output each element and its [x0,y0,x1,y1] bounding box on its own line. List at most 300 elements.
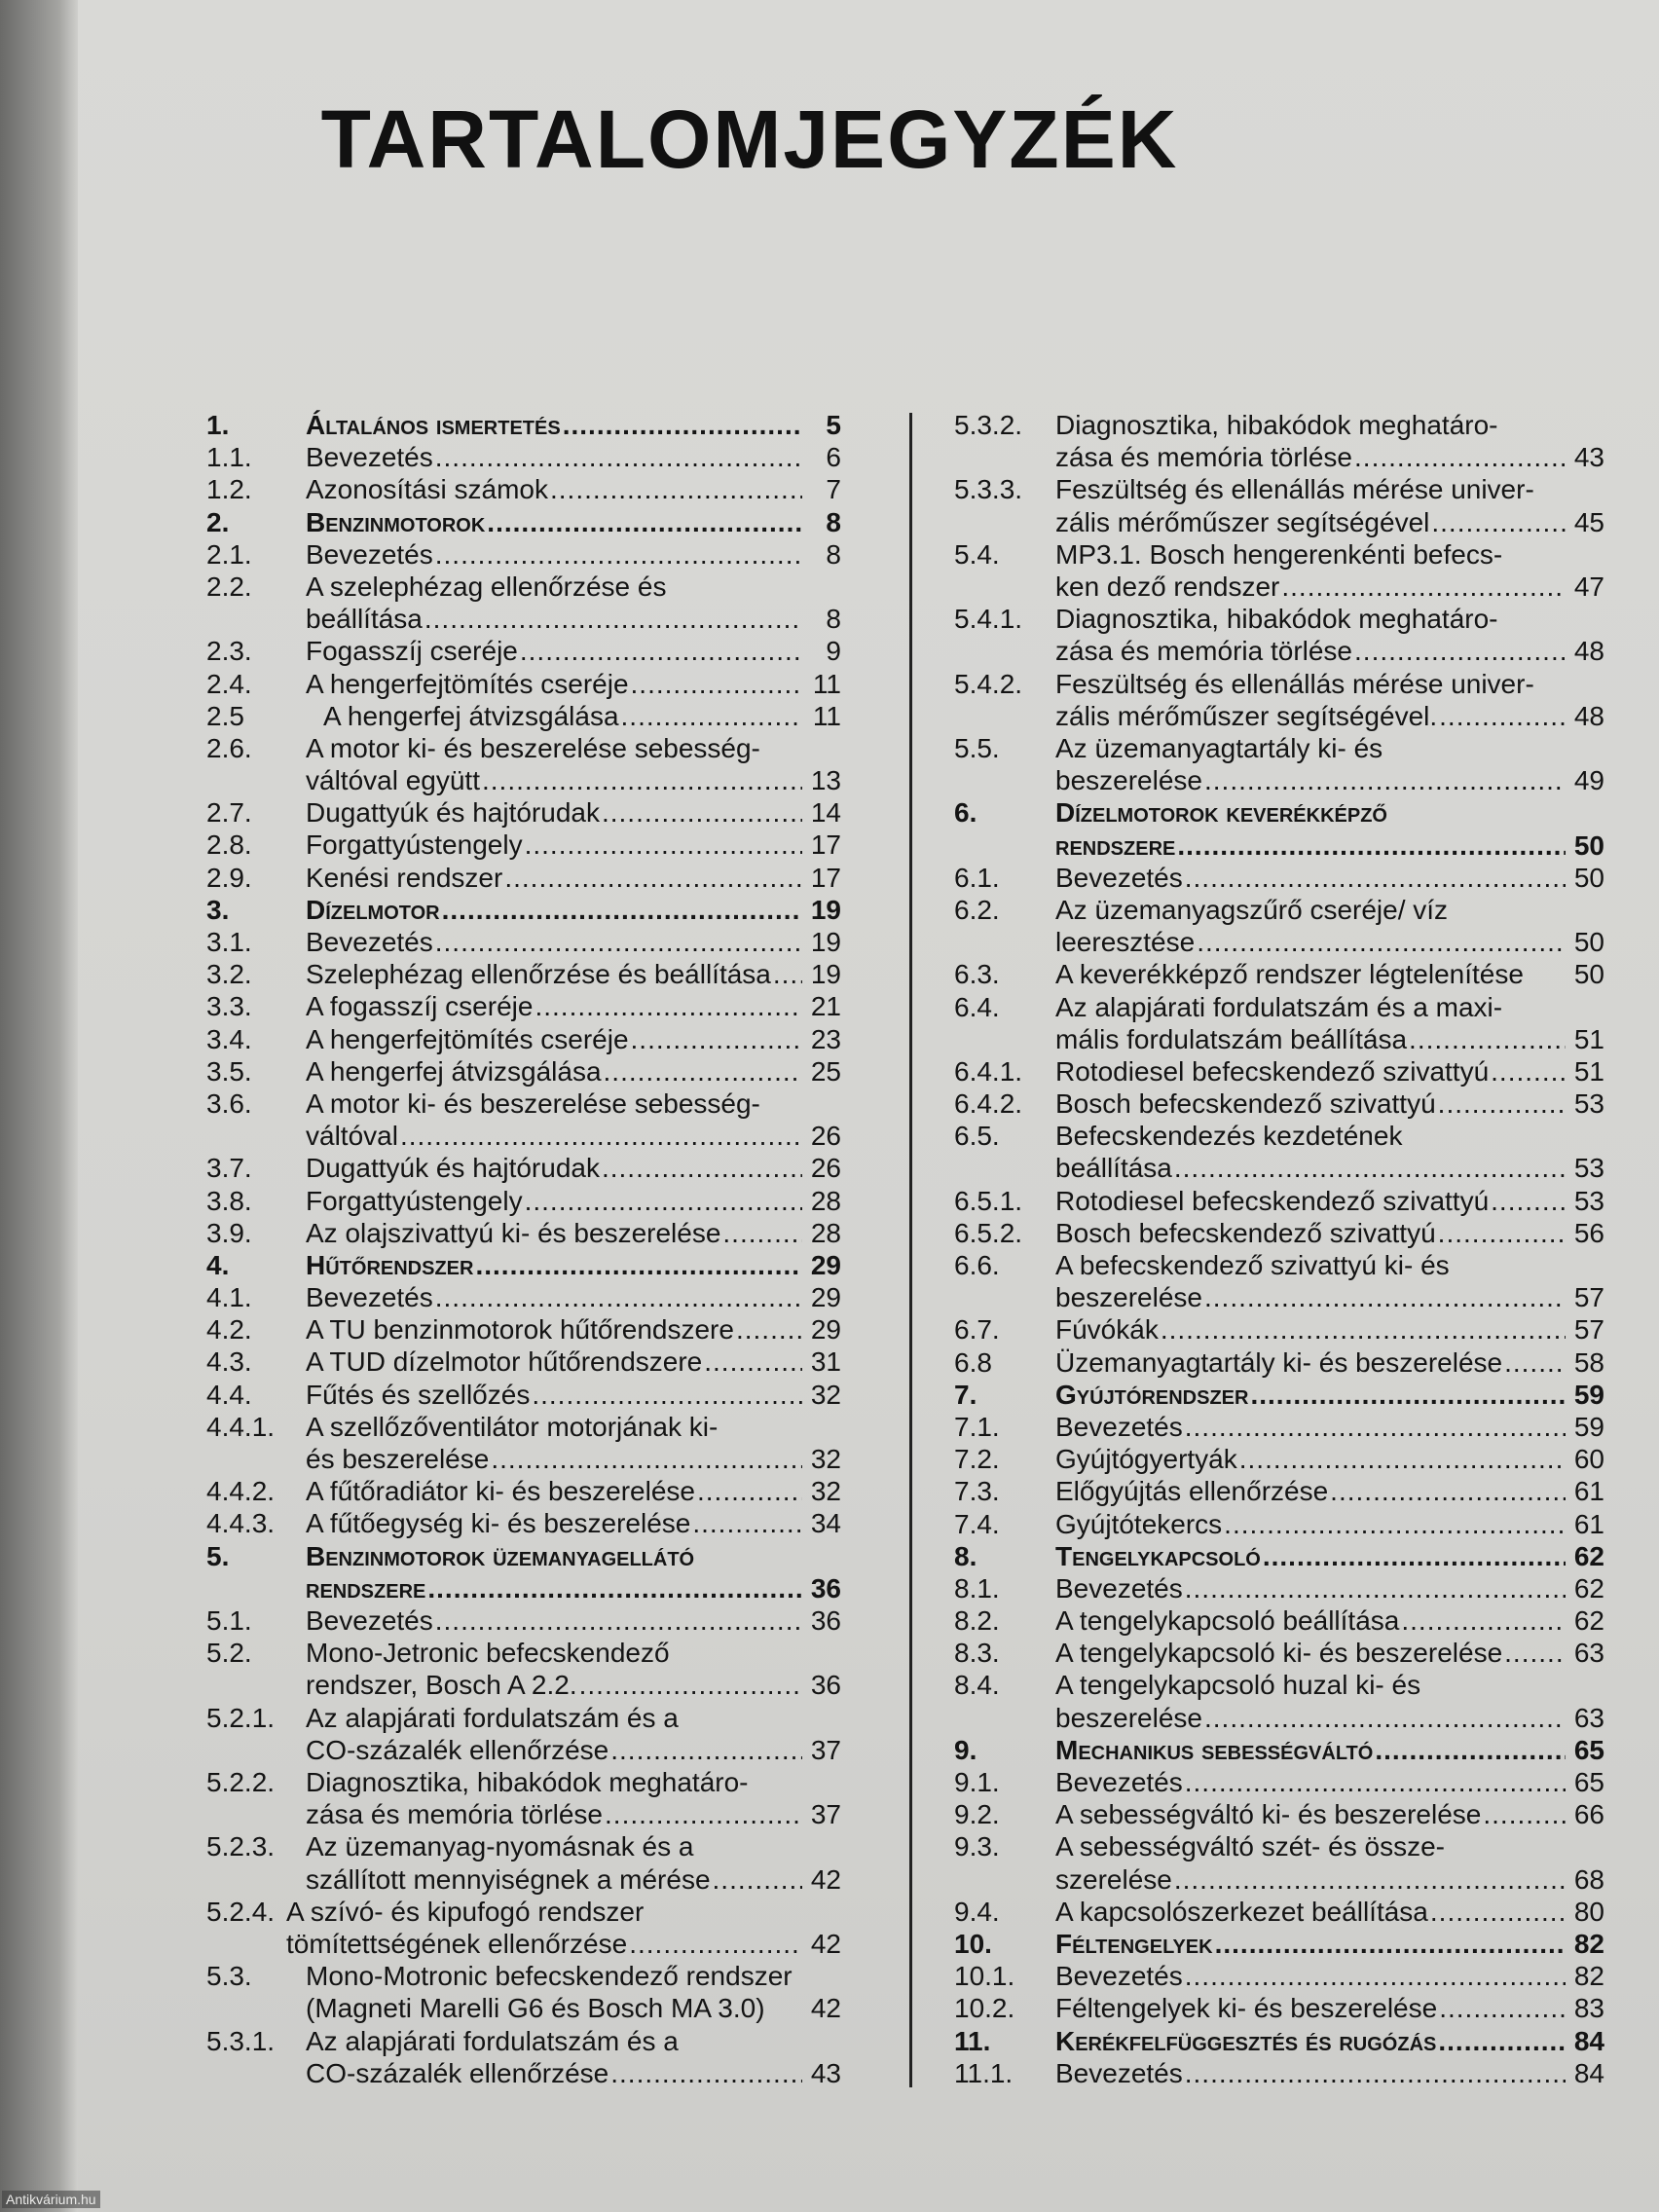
toc-page-number: 21 [810,991,841,1022]
toc-entry-title-continued: váltóval [306,1121,398,1152]
toc-entry [954,1120,1604,1184]
toc-entry-number: 7. [954,1379,977,1410]
dot-leader [1438,1217,1566,1249]
toc-entry-title-continued: CO-százalék ellenőrzése [306,1734,609,1765]
dot-leader [532,1379,802,1411]
toc-entry-body [1055,1443,1604,1475]
toc-entry-number: 9.1. [954,1767,1000,1798]
toc-entry-line [1055,1055,1604,1088]
toc-entry-title: A sebességváltó ki- és beszerelése [1055,1799,1482,1830]
dot-leader [713,1863,802,1896]
toc-chapter-entry [206,506,841,538]
toc-entry-title: Bevezetés [306,1605,433,1637]
dot-leader [563,409,802,441]
toc-entry-number: 2.6. [206,732,252,763]
dot-leader [424,603,802,635]
toc-entry-line [306,894,841,926]
dot-leader [1204,1281,1566,1313]
toc-entry [954,862,1604,894]
toc-entry [954,1960,1604,1992]
toc-entry-line [1055,1734,1604,1766]
toc-page-number: 31 [810,1346,841,1378]
dot-leader [704,1346,802,1378]
toc-entry-body [1055,2025,1604,2057]
toc-entry-number: 8.1. [954,1572,1000,1604]
toc-entry-number: 3.7. [206,1153,252,1184]
toc-entry [206,926,841,958]
toc-entry-body [1055,1992,1604,2024]
toc-entry [954,1217,1604,1249]
toc-entry-number: 5.2.3. [206,1831,276,1862]
toc-entry-body [1055,1088,1604,1120]
toc-entry-title: Bevezetés [306,442,433,473]
toc-entry-line [1055,1281,1604,1313]
toc-page-number: 51 [1573,1055,1604,1087]
toc-entry [206,1023,841,1055]
toc-entry-line [1055,862,1604,894]
toc-entry [954,603,1604,667]
toc-entry-number: 5.2. [206,1638,252,1669]
toc-page-number: 42 [810,1993,841,2024]
toc-entry-title: Kenési rendszer [306,862,503,893]
toc-entry [206,1152,841,1184]
toc-entry [954,1798,1604,1830]
dot-leader [504,862,802,894]
dot-leader [1185,1572,1566,1604]
toc-entry-body [1055,1475,1604,1507]
dot-leader [435,926,802,958]
toc-entry-number: 4.4.3. [206,1508,276,1539]
dot-leader [579,1669,802,1701]
toc-page-number: 63 [1573,1702,1604,1733]
toc-entry [206,2025,841,2089]
toc-entry-number: 2.3. [206,636,252,667]
toc-entry-line [1055,1896,1604,1928]
dot-leader [1375,1734,1566,1766]
toc-page-number: 19 [810,959,841,990]
toc-entry-line [306,1863,841,1896]
toc-entry-body [306,1055,841,1088]
toc-entry-number: 5.5. [954,732,1000,763]
toc-entry-title: Gyújtógyertyák [1055,1444,1237,1475]
toc-entry-title-continued: ken dező rendszer [1055,571,1280,602]
toc-entry-number: 5.4.2. [954,668,1023,699]
toc-entry-title-continued: beszerelése [1055,765,1202,796]
dot-leader [487,506,802,538]
toc-page-number: 36 [810,1605,841,1637]
dot-leader [722,1217,802,1249]
toc-entry-title: Mono-Motronic befecskendező rendszer [306,1961,793,1992]
toc-entry-title-continued: beállítása [306,604,423,635]
toc-entry-body [1055,1669,1604,1733]
toc-page-number: 14 [810,797,841,829]
toc-page-number: 53 [1573,1088,1604,1120]
toc-page-number: 83 [1573,1993,1604,2024]
dot-leader [550,473,802,505]
dot-leader [1215,1928,1566,1960]
toc-entry [206,1346,841,1378]
toc-entry-line [1055,506,1604,538]
toc-entry-body [306,1475,841,1507]
toc-entry [206,1379,841,1411]
toc-page-number: 37 [810,1734,841,1765]
toc-entry-line [306,1023,841,1055]
dot-leader [1204,1702,1566,1734]
dot-leader [435,538,802,571]
toc-entry-title: Rotodiesel befecskendező szivattyú [1055,1055,1490,1087]
toc-entry [206,1185,841,1217]
toc-entry-body [306,990,841,1022]
toc-entry [954,2057,1604,2089]
toc-entry-body [1055,1637,1604,1669]
toc-entry-line [306,1992,841,2024]
toc-entry-body [1055,894,1604,958]
toc-entry-line [286,1928,841,1960]
toc-entry [206,571,841,635]
toc-entry-line [306,409,841,441]
toc-entry [206,958,841,990]
toc-entry-title: Forgattyústengely [306,1185,523,1216]
toc-entry-line [1055,1928,1604,1960]
toc-entry-number: 10. [954,1929,992,1960]
toc-page-number: 29 [810,1249,841,1280]
toc-entry-number: 6. [954,797,977,829]
toc-entry-title: Az üzemanyagszűrő cseréje/ víz [1055,894,1449,925]
toc-entry [206,538,841,571]
toc-entry-line [1055,926,1604,958]
toc-entry-number: 5.2.2. [206,1766,276,1797]
toc-page-number: 19 [810,894,841,925]
dot-leader [1185,1960,1566,1992]
toc-page-number: 8 [826,506,841,537]
toc-entry-line [1055,1379,1604,1411]
toc-entry-line [1055,2025,1604,2057]
toc-page-number: 8 [826,604,841,635]
toc-page-number: 84 [1573,2025,1604,2056]
toc-entry-body [1055,732,1604,796]
toc-entry-title: Az alapjárati fordulatszám és a maxi- [1055,991,1503,1022]
dot-leader [602,796,802,829]
toc-entry-title: Bevezetés [1055,1961,1183,1992]
toc-entry-title-continued: szállított mennyiségnek a mérése [306,1863,711,1895]
toc-entry-number: 4.3. [206,1346,252,1378]
dot-leader [1504,1346,1566,1379]
toc-entry-title-continued: CO-százalék ellenőrzése [306,2057,609,2088]
toc-entry-number: 9.2. [954,1799,1000,1830]
toc-entry-body [1055,1896,1604,1928]
toc-chapter-entry [206,1249,841,1281]
toc-entry-title: A motor ki- és beszerelése sebesség- [306,1088,760,1119]
toc-page-number: 57 [1573,1314,1604,1346]
toc-entry [206,796,841,829]
toc-entry [954,1346,1604,1379]
toc-entry-line [1055,635,1604,667]
dot-leader [1174,1863,1566,1896]
toc-page-number: 50 [1573,862,1604,893]
toc-page-number: 63 [1573,1638,1604,1669]
toc-entry [954,1896,1604,1928]
toc-entry-title: A fogasszíj cseréje [306,991,534,1022]
toc-page-number: 57 [1573,1282,1604,1313]
toc-chapter-entry [206,1540,841,1604]
toc-entry-title: A befecskendező szivattyú ki- és [1055,1250,1450,1281]
dot-leader [610,2057,802,2089]
toc-entry-number: 2.5 [206,700,244,731]
toc-page-number: 6 [826,442,841,473]
toc-entry [954,473,1604,537]
toc-entry-line [1055,1443,1604,1475]
dot-leader [525,829,802,861]
toc-entry-title: Diagnosztika, hibakódok meghatáro- [1055,410,1498,440]
toc-entry-body [306,635,841,667]
toc-entry-title-continued: és beszerelése [306,1444,490,1475]
toc-entry-title: Az olajszivattyú ki- és beszerelése [306,1217,721,1248]
dot-leader [1161,1313,1566,1346]
toc-entry-number: 4.4.2. [206,1476,276,1507]
toc-entry [954,1475,1604,1507]
toc-page-number: 23 [810,1023,841,1054]
toc-entry [954,409,1604,473]
toc-page-number: 45 [1573,506,1604,537]
dot-leader [1185,2057,1566,2089]
toc-entry-line [1055,764,1604,796]
toc-page-number: 34 [810,1508,841,1539]
dot-leader [1401,1604,1566,1637]
toc-entry-body [306,1152,841,1184]
toc-entry-number: 6.2. [954,894,1000,925]
toc-entry-body [1055,991,1604,1055]
toc-entry-title: Üzemanyagtartály ki- és beszerelése [1055,1346,1503,1378]
toc-entry-body [1055,1540,1604,1572]
toc-entry-number: 4. [206,1249,230,1280]
dot-leader [1263,1540,1566,1572]
toc-entry-body [1055,862,1604,894]
toc-entry-title: Bevezetés [1055,1767,1183,1798]
toc-entry [206,1604,841,1637]
toc-entry [206,1830,841,1895]
toc-page-number: 80 [1573,1896,1604,1927]
toc-entry-title-continued: váltóval együtt [306,765,480,796]
dot-leader [435,441,802,473]
toc-entry-title: Bevezetés [306,538,433,570]
toc-entry-body [1055,409,1604,473]
toc-entry-title: A fűtőradiátor ki- és beszerelése [306,1476,695,1507]
toc-entry [954,1185,1604,1217]
toc-page-number: 36 [810,1670,841,1701]
toc-left-column [206,409,841,2089]
toc-entry-title-continued: tömítettségének ellenőrzése [286,1928,628,1959]
toc-entry-title-continued: szerelése [1055,1863,1172,1895]
toc-entry-number: 1.2. [206,474,252,505]
toc-entry-line [306,473,841,505]
dot-leader [535,990,802,1022]
toc-entry-number: 5.4. [954,538,1000,570]
toc-page-number: 5 [826,410,841,440]
toc-entry-body [1055,796,1604,861]
toc-entry-number: 3.1. [206,927,252,958]
toc-entry-number: 8.3. [954,1638,1000,1669]
toc-entry [206,473,841,505]
toc-entry-body [1055,1928,1604,1960]
dot-leader [604,1055,802,1088]
toc-entry [206,1637,841,1701]
dot-leader [475,1249,802,1281]
toc-entry-body [306,1411,841,1475]
toc-page-number: 48 [1573,700,1604,731]
toc-entry-title: Forgattyústengely [306,830,523,861]
toc-entry [206,1702,841,1766]
toc-entry-line [1055,958,1604,990]
toc-entry-body [306,926,841,958]
toc-entry-title: A tengelykapcsoló huzal ki- és [1055,1670,1421,1701]
toc-entry-body [306,732,841,796]
toc-entry-body [1055,1960,1604,1992]
toc-entry-title: A keverékképző rendszer légtelenítése [1055,959,1524,990]
toc-page-number: 32 [810,1379,841,1410]
toc-entry-number: 3.5. [206,1055,252,1087]
toc-entry-title-continued: beszerelése [1055,1702,1202,1733]
toc-entry-title: Az üzemanyagtartály ki- és [1055,732,1383,763]
dot-leader [435,1281,802,1313]
toc-entry-body [1055,473,1604,537]
toc-entry-number: 6.5.2. [954,1217,1023,1248]
toc-entry [954,668,1604,732]
toc-entry-line [1055,1960,1604,1992]
toc-entry-body [1055,1572,1604,1604]
toc-entry-title: Előgyújtás ellenőrzése [1055,1476,1329,1507]
toc-entry-title: Kerékfelfüggesztés és rugózás [1055,2025,1437,2056]
toc-entry-title: Az alapjárati fordulatszám és a [306,2025,679,2056]
toc-chapter-entry [206,894,841,926]
toc-entry-body [306,1766,841,1830]
toc-entry-number: 2.7. [206,797,252,829]
toc-entry-line [1055,1185,1604,1217]
toc-page-number: 56 [1573,1217,1604,1248]
dot-leader [1354,635,1566,667]
toc-page-number: 51 [1573,1023,1604,1054]
toc-chapter-entry [954,1928,1604,1960]
dot-leader [1431,506,1566,538]
toc-entry-number: 6.8 [954,1346,992,1378]
toc-entry-number: 3.8. [206,1185,252,1216]
toc-entry-line [1055,1702,1604,1734]
toc-entry-body [1055,1249,1604,1313]
toc-page-number: 26 [810,1153,841,1184]
toc-entry-body [306,1637,841,1701]
toc-entry-title-continued: beszerelése [1055,1282,1202,1313]
toc-entry-number: 6.5.1. [954,1185,1023,1216]
toc-entry-body [306,1540,841,1604]
toc-page-number: 13 [810,765,841,796]
toc-entry-body [306,829,841,861]
toc-entry-number: 6.7. [954,1314,1000,1346]
toc-page-number: 58 [1573,1346,1604,1378]
toc-entry-title: Féltengelyek [1055,1929,1213,1960]
toc-entry-line [1055,1088,1604,1120]
dot-leader [482,764,802,796]
dot-leader [525,1185,802,1217]
watermark: Antikvárium.hu [2,2191,100,2208]
toc-entry-line [306,958,841,990]
toc-page-number: 65 [1573,1767,1604,1798]
toc-entry-line [1055,1217,1604,1249]
dot-leader [1185,1411,1566,1443]
toc-page-number: 65 [1573,1734,1604,1765]
toc-entry-line [1055,1863,1604,1896]
toc-page-number: 84 [1573,2057,1604,2088]
toc-page-number: 37 [810,1799,841,1830]
toc-entry-title-continued: rendszere [1055,830,1176,861]
toc-entry-number: 5.3.2. [954,410,1023,440]
toc-entry-line [306,1346,841,1378]
toc-entry-line [306,506,841,538]
toc-entry-line [306,1507,841,1539]
toc-page-number: 19 [810,927,841,958]
toc-page-number: 82 [1573,1929,1604,1960]
toc-entry-title-continued: zális mérőműszer segítségével [1055,506,1430,537]
toc-entry-line [306,538,841,571]
toc-page-number: 68 [1573,1863,1604,1895]
toc-entry-title-continued: mális fordulatszám beállítása [1055,1023,1408,1054]
toc-entry-title: Fűtés és szellőzés [306,1379,531,1410]
dot-leader [435,1604,802,1637]
toc-entry-body [1055,1185,1604,1217]
toc-entry [954,1411,1604,1443]
toc-entry-number: 2.1. [206,538,252,570]
toc-entry-title: MP3.1. Bosch hengerenkénti befecs- [1055,538,1503,570]
toc-entry-number: 5.2.4. [206,1896,276,1927]
toc-entry-number: 2.9. [206,862,252,893]
toc-entry-line [306,1572,841,1604]
toc-entry-line [306,1313,841,1346]
toc-entry-body [1055,2057,1604,2089]
toc-entry [206,1411,841,1475]
toc-entry-title-continued: beállítása [1055,1153,1172,1184]
toc-entry [954,991,1604,1055]
toc-entry-line [1055,1992,1604,2024]
toc-entry-body [306,1830,841,1895]
toc-entry [954,732,1604,796]
toc-page-number: 61 [1573,1508,1604,1539]
toc-entry-number: 6.1. [954,862,1000,893]
toc-entry-number: 6.4.1. [954,1055,1023,1087]
toc-page-number: 53 [1573,1185,1604,1216]
toc-entry [954,1669,1604,1733]
toc-entry [206,1217,841,1249]
toc-page-number: 29 [810,1314,841,1346]
toc-entry-line [306,1669,841,1701]
toc-entry [206,1960,841,2024]
toc-page-number: 50 [1573,927,1604,958]
toc-entry [954,538,1604,603]
toc-entry [954,1313,1604,1346]
toc-entry-number: 3.6. [206,1088,252,1119]
toc-entry-body [306,441,841,473]
toc-entry-title: Dízelmotorok keverékképző [1055,797,1387,829]
toc-page-number: 42 [810,1863,841,1895]
toc-entry-body [306,1507,841,1539]
toc-entry-line [306,990,841,1022]
dot-leader [1174,1152,1566,1184]
toc-entry [954,894,1604,958]
dot-leader [773,958,802,990]
toc-page-number: 62 [1573,1572,1604,1604]
toc-entry-body [306,862,841,894]
toc-entry-line [1055,1152,1604,1184]
toc-entry-body [1055,1217,1604,1249]
toc-entry-line [306,1281,841,1313]
toc-page-number: 50 [1573,830,1604,861]
